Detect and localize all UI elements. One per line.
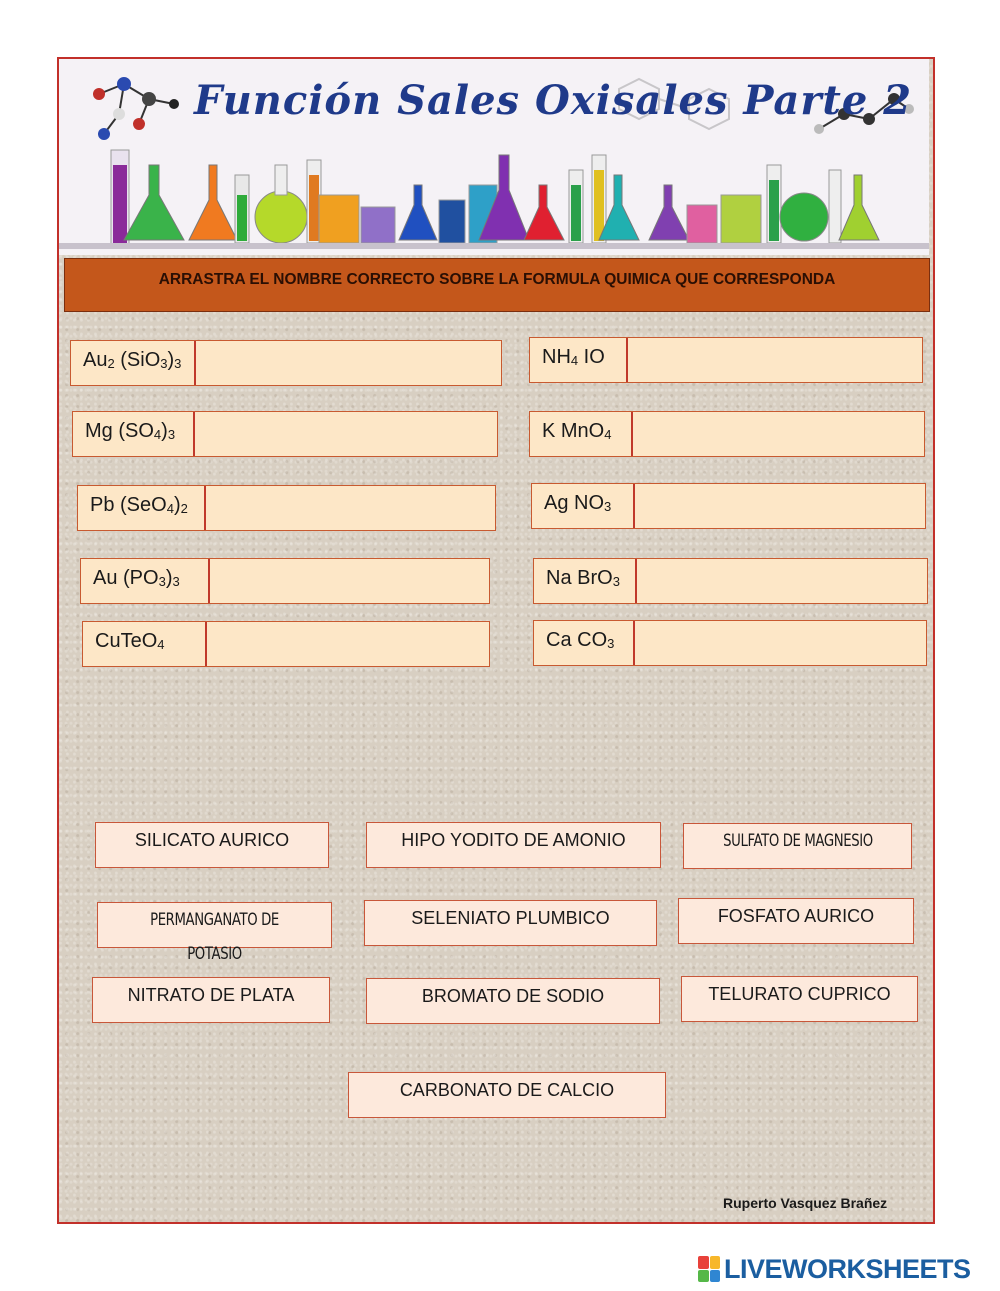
formula-label: K MnO$_4$ <box>542 420 612 442</box>
formula-slot-silicato[interactable] <box>70 340 502 386</box>
liveworksheets-logo[interactable] <box>698 1254 971 1284</box>
brand-icon <box>698 1256 720 1282</box>
author-credit: Ruperto Vasquez Brañez <box>723 1195 888 1211</box>
formula-label: Mg $(SO_4)_3$ <box>85 420 176 442</box>
drop-divider <box>635 559 637 603</box>
drop-divider <box>626 338 628 382</box>
formula-slot-seleniato[interactable] <box>77 485 496 531</box>
formula-slot-hipoyodito[interactable] <box>529 337 923 383</box>
name-chip[interactable]: SILICATO AURICO <box>95 822 329 868</box>
formula-label: Au $(PO_3)_3$ <box>93 567 180 589</box>
drop-divider <box>194 341 196 385</box>
lab-banner <box>59 59 929 255</box>
page-title: Función Sales Oxisales Parte 2 <box>194 77 913 124</box>
formula-slot-carbonato[interactable] <box>533 620 927 666</box>
drop-divider <box>633 484 635 528</box>
formula-label: Pb $(SeO_4)_2$ <box>90 494 188 516</box>
drop-divider <box>208 559 210 603</box>
formula-label: Ca $CO_3$ <box>546 629 615 651</box>
formula-slot-nitrato[interactable] <box>531 483 926 529</box>
name-chip[interactable]: SELENIATO PLUMBICO <box>364 900 657 946</box>
drop-divider <box>205 622 207 666</box>
formula-slot-permanganato[interactable] <box>529 411 925 457</box>
drop-divider <box>633 621 635 665</box>
name-chip[interactable]: SULFATO DE MAGNESIO <box>683 823 912 869</box>
formula-label: Ag $NO_3$ <box>544 492 612 514</box>
name-chip[interactable]: NITRATO DE PLATA <box>92 977 330 1023</box>
formula-label: $Au_2$ $(SiO_3)_3$ <box>83 349 182 371</box>
brand-wordmark: LIVEWORKSHEETS <box>724 1253 971 1284</box>
molecule-left-icon <box>79 64 199 154</box>
drop-divider <box>204 486 206 530</box>
instruction-bar: ARRASTRA EL NOMBRE CORRECTO SOBRE LA FORMULA QUIMICA QUE CORRESPONDA <box>64 258 930 312</box>
name-chip[interactable]: PERMANGANATO DE POTASIO <box>97 902 332 948</box>
formula-label: Na BrO$_3$ <box>546 567 620 589</box>
formula-label: $NH_4$ IO <box>542 346 605 368</box>
formula-slot-sulfato[interactable] <box>72 411 498 457</box>
drop-divider <box>631 412 633 456</box>
drop-divider <box>193 412 195 456</box>
name-chip[interactable]: TELURATO CUPRICO <box>681 976 918 1022</box>
formula-label: CuTeO$_4$ <box>95 630 165 652</box>
formula-slot-fosfato[interactable] <box>80 558 490 604</box>
name-chip[interactable]: CARBONATO DE CALCIO <box>348 1072 666 1118</box>
name-chip[interactable]: FOSFATO AURICO <box>678 898 914 944</box>
name-chip[interactable]: HIPO YODITO DE AMONIO <box>366 822 661 868</box>
glassware-icon <box>59 145 929 255</box>
name-chip[interactable]: BROMATO DE SODIO <box>366 978 660 1024</box>
formula-slot-bromato[interactable] <box>533 558 928 604</box>
formula-slot-telurato[interactable] <box>82 621 490 667</box>
